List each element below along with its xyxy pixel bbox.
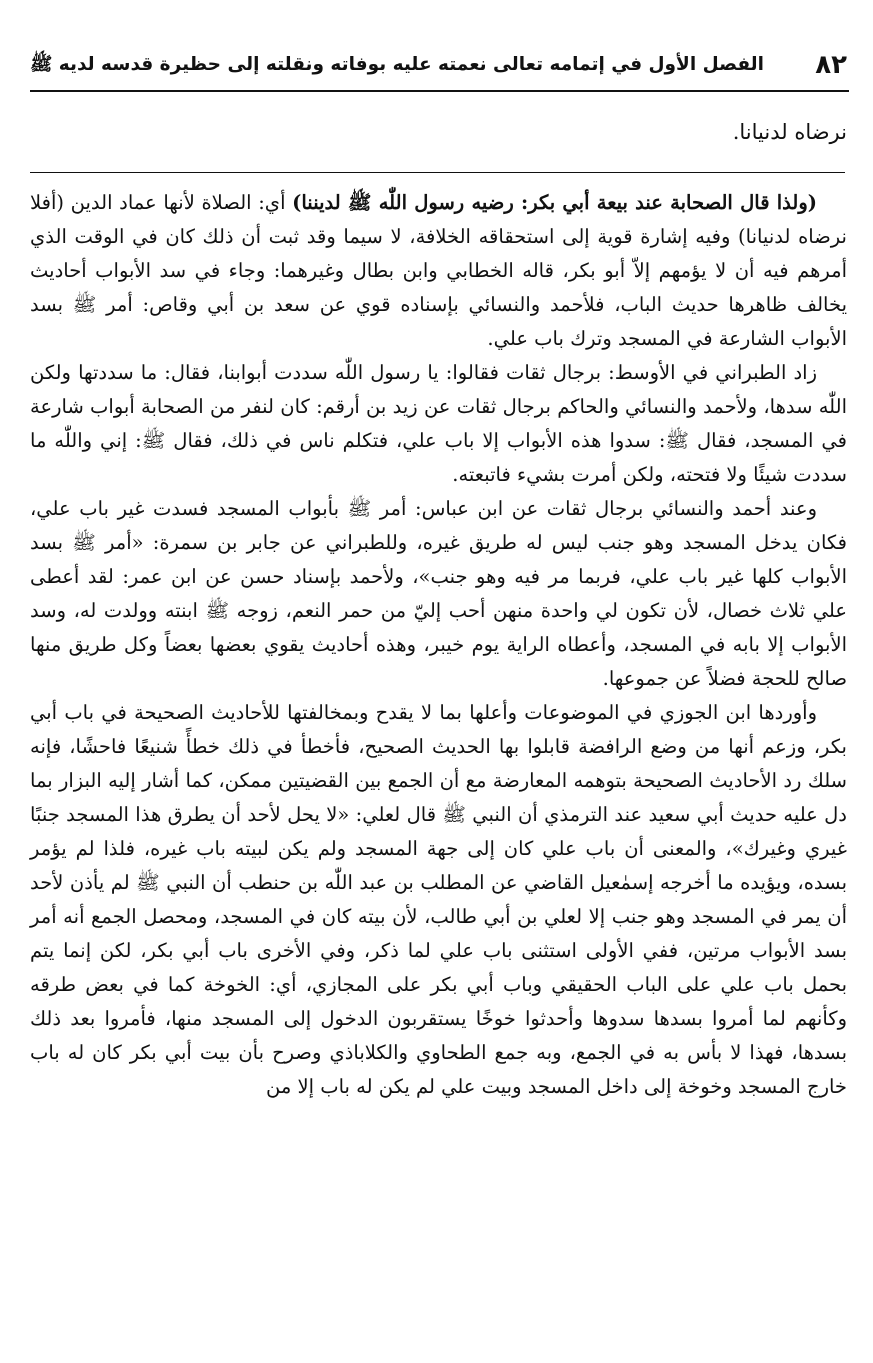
paragraph-1 xyxy=(30,186,847,356)
page-header xyxy=(30,46,849,92)
continuation-note: نرضاه لدنيانا. xyxy=(732,120,847,144)
running-title: الفصل الأول في إتمامه تعالى نعمته عليه بوفاته ونقلته إلى حظيرة قدسه لديه ﷺ xyxy=(30,54,764,75)
paragraph-text: أي: الصلاة لأنها عماد الدين (أفلا نرضاه لدنيانا) وفيه إشارة قوية إلى استحقاقه الخلافة، لا سيما وقد ثبت أن ذلك كان في الوقت الذي أمرهم فيه أن لا يؤمهم إلاّ أبو بكر، قاله الخطابي وابن بطال وغيرهما: وجاء في سد الأبواب أحاديث يخالف ظاهرها حديث الباب، فلأحمد والنسائي بإسناده قوي عن سعد بن أبي وقاص: أمر ﷺ بسد الأبواب الشارعة في المسجد وترك باب علي. xyxy=(30,191,847,350)
commentary-body xyxy=(30,186,847,1104)
paragraph-2: زاد الطبراني في الأوسط: برجال ثقات فقالوا: يا رسول اللّٰه سددت أبوابنا، فقال: ما سددتها ولكن اللّٰه سدها، ولأحمد والنسائي والحاكم برجال ثقات عن زيد بن أرقم: كان لنفر من الصحابة أبواب شارعة في المسجد، فقال ﷺ: سدوا هذه الأبواب إلا باب علي، فتكلم ناس في ذلك، فقال ﷺ: إني واللّٰه ما سددت شيئًا ولا فتحته، ولكن أمرت بشيء فاتبعته. xyxy=(30,361,847,486)
paragraph-3: وعند أحمد والنسائي برجال ثقات عن ابن عباس: أمر ﷺ بأبواب المسجد فسدت غير باب علي، فكان يدخل المسجد وهو جنب ليس له طريق غيره، وللطبراني عن جابر بن سمرة: «أمر ﷺ بسد الأبواب كلها غير باب علي، فربما مر فيه وهو جنب»، ولأحمد بإسناد حسن عن ابن عمر: لقد أعطى علي ثلاث خصال، لأن تكون لي واحدة منهن أحب إليّ من حمر النعم، زوجه ﷺ ابنته وولدت له، وسد الأبواب إلا بابه في المسجد، وأعطاه الراية يوم خيبر، وهذه أحاديث يقوي بعضها بعضاً وكل طريق منها صالح للحجة فضلاً عن جموعها. xyxy=(30,497,847,690)
page-number: ٨٢ xyxy=(815,50,847,80)
paragraph-4: وأوردها ابن الجوزي في الموضوعات وأعلها بما لا يقدح وبمخالفتها للأحاديث الصحيحة في باب أبي بكر، وزعم أنها من وضع الرافضة قابلوا بها الحديث الصحيح، فأخطأ في ذلك خطأً شنيعًا فاحشًا، فإنه سلك رد الأحاديث الصحيحة بتوهمه المعارضة مع أن الجمع بين القضيتين ممكن، كما أشار إليه البزار بما دل عليه حديث أبي سعيد عند الترمذي أن النبي ﷺ قال لعلي: «لا يحل لأحد أن يطرق هذا المسجد جنبًا غيري وغيرك»، والمعنى أن باب علي كان إلى جهة المسجد ولم يكن لبيته باب غيره، فلذا لم يؤمر بسده، ويؤيده ما أخرجه إسمٰعيل القاضي عن المطلب بن عبد اللّٰه بن حنطب أن النبي ﷺ لم يأذن لأحد أن يمر في المسجد وهو جنب إلا لعلي بن أبي طالب، لأن بيته كان في المسجد، ومحصل الجمع أنه أمر بسد الأبواب مرتين، ففي الأولى استثنى باب علي لما ذكر، وفي الأخرى باب أبي بكر، لكن إنما يتم بحمل باب علي على الباب الحقيقي وباب أبي بكر على المجازي، أي: الخوخة كما في بعض طرقه وكأنهم لما أمروا بسدها سدوها وأحدثوا خوخًا يستقربون الدخول إلى المسجد منها، فأمروا بعد ذلك بسدها، فهذا لا بأس به في الجمع، وبه جمع الطحاوي والكلاباذي وصرح بأن بيت أبي بكر كان له باب خارج المسجد وخوخة إلى داخل المسجد وبيت علي لم يكن له باب إلا من xyxy=(30,701,847,1098)
commentary-divider xyxy=(30,172,845,173)
paragraph-lead-quote: (ولذا قال الصحابة عند بيعة أبي بكر: رضيه رسول اللّٰه ﷺ لديننا) xyxy=(292,191,817,214)
